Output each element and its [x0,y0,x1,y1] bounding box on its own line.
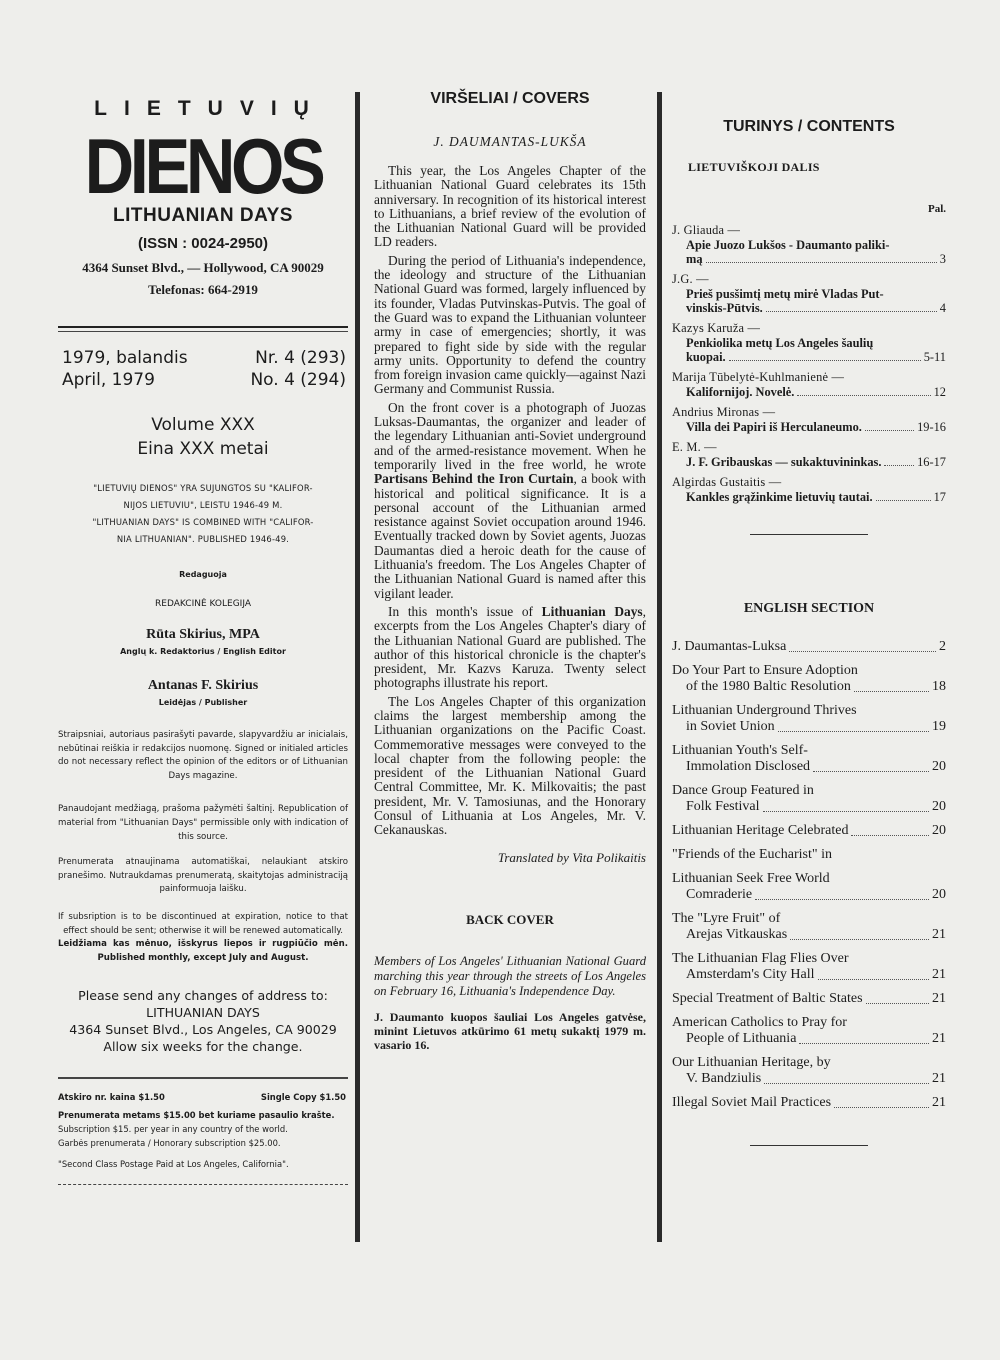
paragraph-text: In this month's issue of [388,603,542,619]
toc-item [672,663,946,695]
toc-item [672,847,946,863]
toc-item [672,321,946,364]
paragraph [374,401,646,601]
issue-date-lt: 1979, balandis [62,348,188,368]
toc-title-row [672,887,946,903]
toc-page: 19-16 [917,420,946,434]
change-address-line: Allow six weeks for the change. [103,1039,303,1055]
paragraph: This year, the Los Angeles Chapter of the Lithuanian National Guard celebrates its 15th anniversary. In recognition of its historical interest to Lithuanians, a brief review of the evolution of the Lithuanian National Guard will be provided LD readers. [374,163,646,250]
toc-leader [799,1043,929,1044]
divider [750,1145,868,1146]
toc-page: 21 [932,927,946,942]
toc-leader [790,939,929,940]
toc-title: Immolation Disclosed [686,759,811,774]
toc-author: Andrius Mironas — [672,405,776,419]
toc-item [672,1055,946,1087]
contents-title: TURINYS / CONTENTS [723,118,895,135]
back-cover-title: BACK COVER [466,911,554,927]
column-rule [355,92,360,1242]
masthead-subtitle: LITHUANIAN DAYS [113,205,293,226]
divider [58,331,348,332]
toc-leader [834,1107,929,1108]
magazine-name: Lithuanian Days [541,603,643,619]
toc-item [672,405,946,434]
toc-title: in Soviet Union [686,719,775,734]
publisher-role: Leidėjas / Publisher [158,698,248,707]
toc-title-row [672,639,946,655]
toc-leader [854,691,929,692]
volume-lt: Eina XXX metai [137,439,269,459]
paragraph: The Los Angeles Chapter of this organization claims the largest membership among the Lithuanian organizations on the Pacific Coast. Commemorative messages were conveyed to the local chapter from the following people: the president of the Lithuanian National Guard Central Committee, Mr. K. Milkovaitis; the past president, Mr. V. Tamosiunas, and the Honorary Consul of Lithuania at Los Angeles, Mr. V. Cekanauskas. [374,693,646,838]
change-address-line: 4364 Sunset Blvd., Los Angeles, CA 90029 [69,1022,337,1038]
toc-title: Villa dei Papiri iš Herculaneumo. [686,420,862,434]
toc-title-line: Lithuanian Underground Thrives [672,703,857,718]
source-note: Panaudojant medžiagą, prašoma pažymėti šaltinį. Republication of material from "Lithuanian Days" permissible only with indication of this source. [58,804,348,842]
toc-leader [789,651,936,652]
toc-title: Kalifornijoj. Novelė. [686,385,795,399]
disclaimer: Straipsniai, autoriaus pasirašyti pavarde, slapyvardžiu ar inicialais, nebūtinai reiškia ir redakcijos nuomonę. Signed or initialed articles do not necessary reflect the opinion of the editors or of Lithuanian Days magazine. [58,730,348,781]
note-line: NIA LITHUANIAN". PUBLISHED 1946-49. [116,534,290,544]
toc-title-row [672,455,946,469]
toc-title-line: Prieš pusšimtį metų mirė Vladas Put- [686,287,884,301]
change-address-line: Please send any changes of address to: [78,988,328,1004]
price-single-en: Single Copy $1.50 [260,1092,346,1103]
toc-page: 21 [932,1071,946,1086]
toc-title-row [672,385,946,399]
toc-title-line: Apie Juozo Lukšos - Daumanto paliki- [686,238,890,252]
page-label: Pal. [927,203,946,215]
combined-note [58,480,348,548]
change-address [58,987,348,1055]
toc-title: Folk Festival [686,799,760,814]
edited-label: Redaguoja [179,570,227,579]
toc-item [672,703,946,735]
toc-item [672,1015,946,1047]
toc-leader [818,979,929,980]
toc-leader [763,811,929,812]
toc-title: Illegal Soviet Mail Practices [672,1095,832,1110]
toc-title: Comraderie [686,887,753,902]
editor-role: Anglų k. Redaktorius / English Editor [120,647,286,656]
toc-item [672,823,946,839]
toc-page: 17 [933,490,946,504]
toc-page: 18 [932,679,946,694]
back-cover-caption-lt: J. Daumanto kuopos šauliai Los Angeles gatvėse, minint Lietuvos atkūrimo 61 metų sukaktį 1979 m. vasario 16. [374,1009,646,1052]
toc-page: 20 [932,887,946,902]
publisher-name: Antanas F. Skirius [147,678,259,693]
toc-author: E. M. — [672,440,717,454]
toc-leader [866,1003,929,1004]
toc-page: 20 [932,799,946,814]
toc-title-line: Do Your Part to Ensure Adoption [672,663,858,678]
toc-title-row [672,301,946,315]
toc-item [672,272,946,315]
divider [750,534,868,535]
toc-title-row [672,350,946,364]
toc-page: 16-17 [917,455,946,469]
editor-name: Rūta Skirius, MPA [146,627,260,642]
toc-page: 12 [933,385,946,399]
toc-leader [876,500,931,501]
toc-page: 5-11 [923,350,946,364]
toc-title: kuopai. [686,350,726,364]
issue-number-lt: Nr. 4 (293) [255,348,346,368]
price-single [58,1091,348,1105]
issn: (ISSN : 0024-2950) [137,235,269,252]
toc-title: Lithuanian Heritage Celebrated [672,823,849,838]
toc-page: 20 [932,823,946,838]
toc-title-row [672,420,946,434]
toc-title-row [672,759,946,775]
toc-title-line: Our Lithuanian Heritage, by [672,1055,831,1070]
toc-title-row [672,991,946,1007]
toc-title: People of Lithuania [686,1031,797,1046]
price-honorary: Garbės prenumerata / Honorary subscription $25.00. [58,1137,281,1148]
covers-author: J. DAUMANTAS-LUKŠA [433,134,587,149]
paragraph [374,605,646,691]
toc-leader [755,899,929,900]
discontinue-note: If subsription is to be discontinued at expiration, notice to that effect should be sent; otherwise it will be renewed automatically. [58,911,348,936]
toc-page: 21 [932,967,946,982]
toc-author: Kazys Karuža — [672,321,761,335]
toc-item [672,639,946,655]
toc-item [672,370,946,399]
toc-title-row [672,490,946,504]
toc-page: 2 [939,639,946,654]
toc-title-line: Penkiolika metų Los Angeles šaulių [686,336,874,350]
note-line: "LITHUANIAN DAYS" IS COMBINED WITH "CALIFOR- [92,517,314,527]
toc-title: Arejas Vitkauskas [686,927,788,942]
toc-author: J. Gliauda — [672,223,741,237]
toc-title-line: The "Lyre Fruit" of [672,911,781,926]
note-line: NIJOS LIETUVIU", LEISTU 1946-49 M. [123,500,283,510]
toc-leader [764,1083,929,1084]
covers-body [374,164,646,838]
masthead-title: DIENOS [84,122,322,210]
toc-title-row [672,679,946,695]
phone: Telefonas: 664-2919 [148,282,258,297]
toc-page: 21 [932,1095,946,1110]
toc-leader [797,395,930,396]
toc-title: vinskis-Pūtvis. [686,301,763,315]
issue-number-en: No. 4 (294) [250,370,346,390]
masthead-top: LIETUVIŲ [94,97,326,120]
toc-item [672,783,946,815]
toc-leader [813,771,929,772]
toc-item [672,871,946,903]
toc-title: Amsterdam's City Hall [686,967,815,982]
toc-item [672,951,946,983]
toc-page: 19 [932,719,946,734]
toc-title-row [672,1031,946,1047]
toc-leader [729,360,921,361]
toc-title-row [672,1095,946,1111]
toc-title: Kankles grąžinkime lietuvių tautai. [686,490,873,504]
note-line: "LIETUVIŲ DIENOS" YRA SUJUNGTOS SU "KALIFOR- [93,483,313,493]
toc-item [672,1095,946,1111]
divider [58,1077,348,1079]
toc-author: Algirdas Gustaitis — [672,475,782,489]
toc-title: J. F. Gribauskas — sukaktuvininkas. [686,455,882,469]
en-section-title: ENGLISH SECTION [743,601,875,616]
renewal-note: Prenumerata atnaujinama automatiškai, nelaukiant atskiro pranešimo. Nutraukdamas prenumeratą, skaitytojas administraciją painformuoja laišku. [58,857,348,895]
paragraph-text: , excerpts from the Los Angeles Chapter's diary of the Lithuanian National Guard are published. The author of this historical chronicle is the chapter's president, Mr. Kazvs Karuza. Twenty select photographs illustrate his report. [374,603,646,691]
address: 4364 Sunset Blvd., — Hollywood, CA 90029 [82,260,324,275]
book-title: Partisans Behind the Iron Curtain [374,471,574,487]
toc-title-row [672,252,946,266]
toc-page: 20 [932,759,946,774]
toc-page: 4 [939,301,946,315]
toc-leader [884,465,914,466]
volume-en: Volume XXX [151,415,255,435]
column-rule [657,92,662,1242]
toc-title: Special Treatment of Baltic States [672,991,863,1006]
toc-title: mą [686,252,703,266]
toc-title-row [672,927,946,943]
paragraph-text: On the front cover is a photograph of Juozas Luksas-Daumantas, the organizer and leader of the legendary Lithuanian anti-Soviet underground and of the armed-resistance movement. When he temporarily lived in the free world, he wrote [374,399,646,472]
toc-title: J. Daumantas-Luksa [672,639,787,654]
toc-title-line: Lithuanian Seek Free World [672,871,830,886]
toc-leader [851,835,929,836]
masthead-column [58,95,348,1185]
toc-author: Marija Tūbelytė-Kuhlmanienė — [672,370,845,384]
toc-author: J.G. — [672,272,709,286]
toc-item [672,743,946,775]
covers-title: VIRŠELIAI / COVERS [430,90,590,107]
covers-column [374,86,646,1052]
lt-section-title: LIETUVIŠKOJI DALIS [688,160,820,174]
price-sub-lt: Prenumerata metams $15.00 bet kuriame pasaulio krašte. [58,1110,335,1121]
toc-leader [766,311,937,312]
toc-title-row [672,1071,946,1087]
en-contents-list [672,639,946,1111]
lt-contents-list [672,223,946,504]
toc-leader [778,731,929,732]
divider [58,1184,348,1185]
toc-title-line: Dance Group Featured in [672,783,814,798]
toc-leader [706,262,937,263]
toc-title: V. Bandziulis [686,1071,762,1086]
issue-info [58,348,348,412]
toc-title-line: Lithuanian Youth's Self- [672,743,808,758]
toc-item [672,475,946,504]
price-sub [58,1109,348,1150]
back-cover-caption-en: Members of Los Angeles' Lithuanian National Guard marching this year through the streets of Los Angeles on February 16, Lithuania's Independence Day. [374,953,646,999]
paragraph-text: , a book with historical and political significance. It is a personal account of the Lithuanian armed resistance against Soviet occupation around 1946. Eventually tracked down by Soviet agents, Juozas Daumantas died a heroic death for the cause of Lithuania's freedom. The Los Angeles Chapter of the Lithuanian National Guard is named after this vigilant leader. [374,471,646,601]
contents-column [672,100,946,1146]
monthly-note: Leidžiama kas mėnuo, išskyrus liepos ir rugpiūčio mėn. Published monthly, except July and August. [58,939,348,963]
postage-note: "Second Class Postage Paid at Los Angeles, California". [58,1159,289,1170]
toc-title-row [672,799,946,815]
translator-credit: Translated by Vita Polikaitis [497,849,646,865]
paragraph: During the period of Lithuania's independence, the ideology and structure of the Lithuanian National Guard was formed, largely influenced by its founder, Vladas Putvinskas-Putvis. The goal of the Guard was to expand the Lithuanian volunteer army in case of emergencies; shortly, it was prepared to fight side by side with the regular army units. Opportunity to defend the country from foreign invasion came quickly—against Nazi Germany and Communist Russia. [374,252,646,397]
divider [58,326,348,328]
board-label: REDAKCINĖ KOLEGIJA [155,599,251,609]
toc-title-line: "Friends of the Eucharist" in [672,847,832,862]
toc-page: 21 [932,991,946,1006]
toc-item [672,911,946,943]
toc-item [672,440,946,469]
toc-item [672,991,946,1007]
price-sub-en: Subscription $15. per year in any country of the world. [58,1123,288,1134]
toc-title: of the 1980 Baltic Resolution [686,679,851,694]
toc-page: 3 [939,252,946,266]
toc-title-row [672,967,946,983]
price-single-lt: Atskiro nr. kaina $1.50 [58,1092,165,1103]
toc-title-row [672,719,946,735]
toc-item [672,223,946,266]
toc-title-line: American Catholics to Pray for [672,1015,847,1030]
toc-leader [865,430,914,431]
issue-date-en: April, 1979 [62,370,155,390]
toc-title-row [672,823,946,839]
toc-title-line: The Lithuanian Flag Flies Over [672,951,849,966]
change-address-line: LITHUANIAN DAYS [146,1005,260,1021]
toc-page: 21 [932,1031,946,1046]
